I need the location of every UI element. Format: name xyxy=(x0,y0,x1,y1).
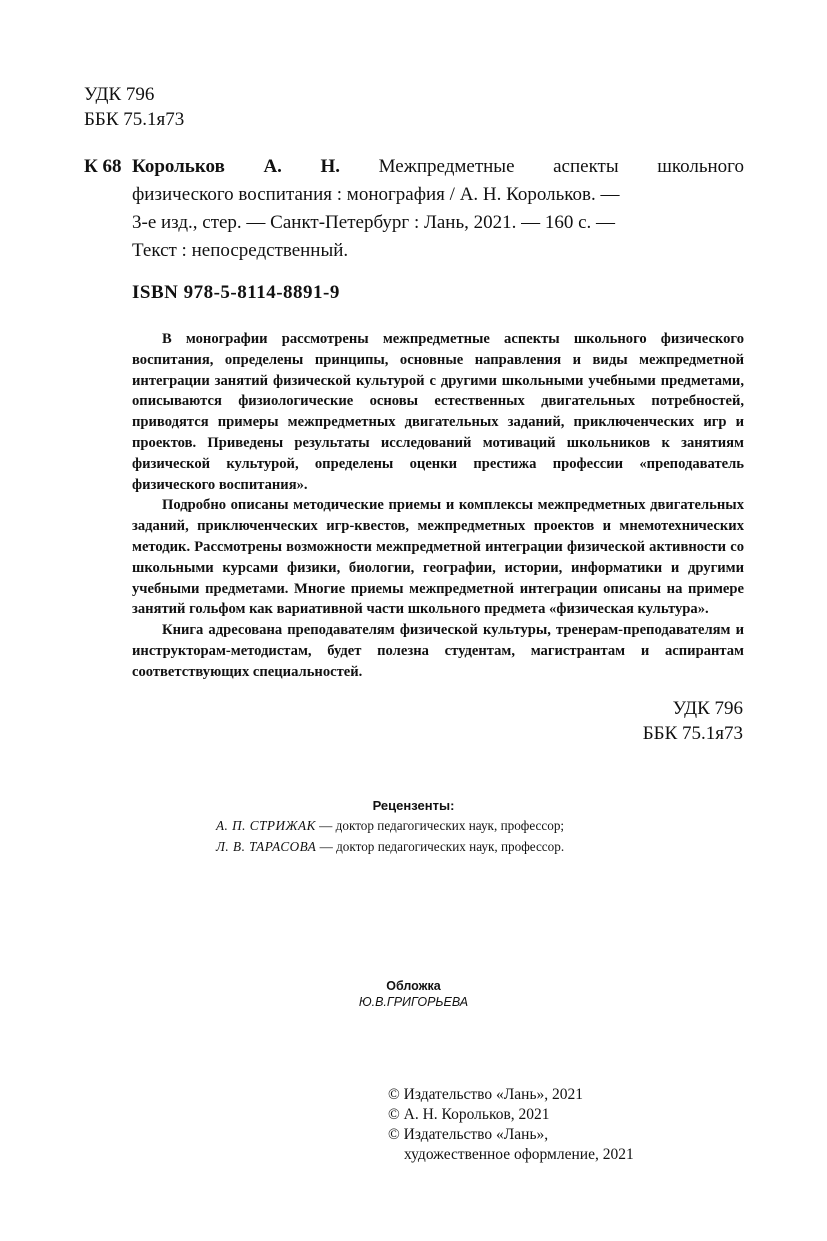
copyright-line: художественное оформление, 2021 xyxy=(404,1146,634,1163)
copyright-line: © А. Н. Корольков, 2021 xyxy=(388,1106,550,1123)
reviewer-name: Л. В. ТАРАСОВА xyxy=(216,839,317,854)
bbk-code-bottom: ББК 75.1я73 xyxy=(642,723,743,744)
reviewer-item xyxy=(216,836,564,857)
biblio-line-1 xyxy=(132,153,744,181)
reviewer-desc: — доктор педагогических наук, профессор; xyxy=(315,818,565,833)
copyright-block xyxy=(388,1085,634,1165)
reviewer-name: А. П. СТРИЖАК xyxy=(216,818,316,833)
cover-designer: Ю.В.ГРИГОРЬЕВА xyxy=(358,995,469,1009)
udk-code-bottom: УДК 796 xyxy=(672,698,743,719)
biblio-line-4: Текст : непосредственный. xyxy=(132,240,349,261)
udk-code: УДК 796 xyxy=(84,84,155,105)
copyright-line: © Издательство «Лань», 2021 xyxy=(388,1086,584,1103)
abstract-paragraph-3: Книга адресована преподавателям физической культуры, тренерам-преподавателям и инструкторам-методистам, будет полезна студентам, магистрантам и аспирантам соответствующих специальностей. xyxy=(132,622,744,680)
udk-bbk-top xyxy=(84,82,184,132)
abstract xyxy=(132,329,744,683)
biblio-title-start: Межпредметные аспекты школьного xyxy=(378,156,745,177)
biblio-author: Корольков А. Н. xyxy=(132,156,341,177)
reviewer-desc: — доктор педагогических наук, профессор. xyxy=(316,839,565,854)
reviewer-item xyxy=(216,815,564,836)
copyright-line: © Издательство «Лань», xyxy=(388,1126,549,1143)
udk-bbk-bottom xyxy=(643,696,743,746)
abstract-paragraph-1: В монографии рассмотрены межпредметные аспекты школьного физического воспитания, определены принципы, основные направления и виды межпредметной интеграции занятий физической культурой с другими школьными учебными предметами, описываются физиологические основы естественных двигательных потребностей, приводятся примеры межпредметных двигательных заданий, приключенческих игр и проектов. Приведены результаты исследований мотиваций школьников к занятиям физической культурой, определены оценки престижа профессии «преподаватель физического воспитания». xyxy=(132,331,744,493)
author-index-code: К 68 xyxy=(84,156,122,177)
reviewers-title: Рецензенты: xyxy=(372,798,455,813)
biblio-line-2: физического воспитания : монография / А. Н. Корольков. — xyxy=(132,184,620,205)
abstract-paragraph-2: Подробно описаны методические приемы и комплексы межпредметных двигательных заданий, приключенческих игр-квестов, межпредметных проектов и мнемотехнических методик. Рассмотрены возможности межпредметной интеграции физической активности со школьными курсами физики, биологии, географии, истории, информатики и другими учебными предметами. Многие приемы межпредметной интеграции описаны на примере занятий гольфом как вариативной части школьного предмета «физическая культура». xyxy=(132,497,744,618)
biblio-line-3: 3-е изд., стер. — Санкт-Петербург : Лань, 2021. — 160 с. — xyxy=(132,212,616,233)
bibliographic-record xyxy=(132,153,744,265)
cover-title: Обложка xyxy=(386,979,441,993)
isbn: ISBN 978-5-8114-8891-9 xyxy=(132,282,340,303)
reviewers-list xyxy=(216,815,564,857)
bbk-code: ББК 75.1я73 xyxy=(84,109,185,130)
